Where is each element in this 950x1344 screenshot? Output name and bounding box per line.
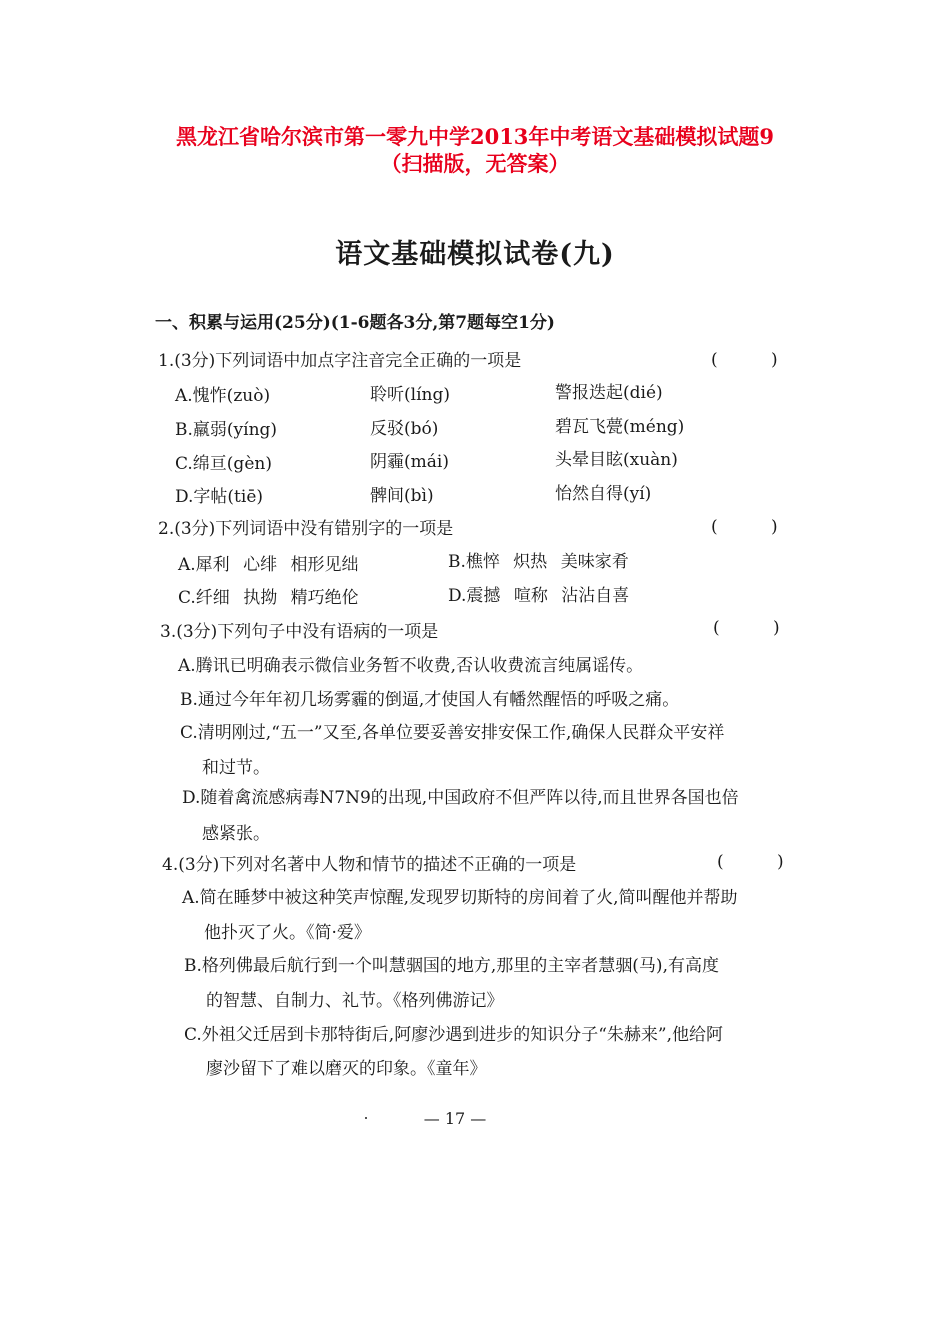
q1-option-a1: A.愧怍(zuò) [175,386,271,406]
section-heading: 一、积累与运用(25分)(1-6题各3分,第7题每空1分) [155,313,555,333]
scan-speck [365,1117,367,1119]
q3-option-c-line1: C.清明刚过,“五一”又至,各单位要妥善安排安保工作,确保人民群众平安祥 [180,723,725,743]
q1-option-b3: 碧瓦飞甍(méng) [555,417,685,437]
q2-option-d: D.震撼 喧称 沾沾自喜 [448,586,630,606]
page-number: — 17 — [423,1109,487,1128]
q1-stem: 1.(3分)下列词语中加点字注音完全正确的一项是 [158,351,522,371]
q3-stem: 3.(3分)下列句子中没有语病的一项是 [160,622,439,642]
q1-option-b1: B.羸弱(yíng) [175,420,278,440]
q1-option-a2: 聆听(líng) [370,385,450,405]
q1-option-d1: D.字帖(tiē) [175,487,264,507]
q3-option-d-line2: 感紧张。 [202,824,270,844]
q1-option-c3: 头晕目眩(xuàn) [555,450,678,470]
q1-option-a3: 警报迭起(dié) [555,383,663,403]
q4-option-c-line2: 廖沙留下了难以磨灭的印象。《童年》 [206,1059,487,1079]
q4-option-b-line1: B.格列佛最后航行到一个叫慧骃国的地方,那里的主宰者慧骃(马),有高度 [184,956,719,976]
q2-stem: 2.(3分)下列词语中没有错别字的一项是 [158,519,454,539]
q3-option-b: B.通过今年年初几场雾霾的倒逼,才使国人有幡然醒悟的呼吸之痛。 [180,690,680,710]
q2-option-c: C.纤细 执拗 精巧绝伦 [178,588,359,608]
q4-option-a-line1: A.简在睡梦中被这种笑声惊醒,发现罗切斯特的房间着了火,简叫醒他并帮助 [182,888,738,908]
q4-option-b-line2: 的智慧、自制力、礼节。《格列佛游记》 [206,991,504,1011]
q4-stem: 4.(3分)下列对名著中人物和情节的描述不正确的一项是 [162,855,577,875]
q3-option-c-line2: 和过节。 [202,758,270,778]
q1-answer-blank: ( ) [711,350,802,370]
q3-option-a: A.腾讯已明确表示微信业务暂不收费,否认收费流言纯属谣传。 [178,656,644,676]
exam-title: 语文基础模拟试卷(九) [335,239,615,270]
q3-option-d-line1: D.随着禽流感病毒N7N9的出现,中国政府不但严阵以待,而且世界各国也倍 [182,788,739,808]
document-title: 黑龙江省哈尔滨市第一零九中学2013年中考语文基础模拟试题9 [175,124,775,149]
document-subtitle: （扫描版，无答案） [380,151,570,176]
q1-option-c1: C.绵亘(gèn) [175,454,272,474]
q2-answer-blank: ( ) [711,517,802,537]
q2-option-b: B.樵悴 炽热 美味家肴 [448,552,629,572]
q1-option-d3: 怡然自得(yí) [555,484,652,504]
q4-answer-blank: ( ) [717,852,808,872]
q2-option-a: A.犀利 心绯 相形见绌 [178,555,359,575]
q1-option-c2: 阴霾(mái) [370,452,449,472]
q4-option-a-line2: 他扑灭了火。《简·爱》 [204,923,371,943]
q1-option-b2: 反驳(bó) [370,419,439,439]
q4-option-c-line1: C.外祖父迁居到卡那特街后,阿廖沙遇到进步的知识分子“朱赫来”,他给阿 [184,1025,723,1045]
q1-option-d2: 髀间(bì) [370,486,434,506]
q3-answer-blank: ( ) [713,618,804,638]
